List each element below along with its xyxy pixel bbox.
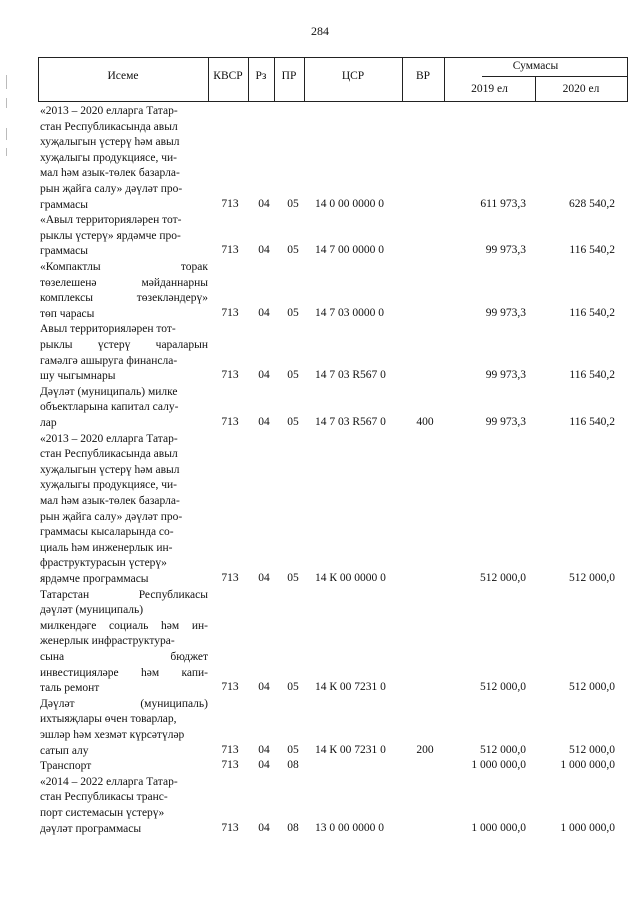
cell-pr: 05: [287, 571, 299, 584]
margin-mark: [6, 75, 7, 89]
cell-s2020: 512 000,0: [569, 571, 615, 584]
cell-pr: 08: [287, 759, 299, 772]
table-row: [0, 260, 640, 322]
cell-kvsr: 713: [221, 821, 239, 834]
cell-pr: 05: [287, 415, 299, 428]
cell-rz: 04: [258, 571, 270, 584]
cell-pr: 08: [287, 821, 299, 834]
cell-pr: 05: [287, 743, 299, 756]
header-2019: 2019 ел: [471, 83, 508, 95]
cell-csr: 14 7 03 R567 0: [315, 415, 386, 428]
cell-csr: 14 7 00 0000 0: [315, 244, 384, 257]
cell-kvsr: 713: [221, 306, 239, 319]
row-name-line: циаль һәм инженерлык ин-: [40, 541, 173, 554]
cell-s2020: 116 540,2: [569, 306, 615, 319]
row-name-line: сатып алу: [40, 744, 89, 757]
row-name-line: төзелешенә мәйданнарны: [40, 276, 208, 289]
cell-kvsr: 713: [221, 681, 239, 694]
cell-csr: 14 К 00 0000 0: [315, 571, 386, 584]
cell-kvsr: 713: [221, 759, 239, 772]
row-name-line: граммасы кысаларында со-: [40, 526, 174, 539]
cell-s2020: 1 000 000,0: [560, 759, 615, 772]
cell-s2019: 99 973,3: [485, 306, 526, 319]
row-name-line: «2013 – 2020 елларга Татар-: [40, 432, 178, 445]
header-sums: Суммасы: [512, 60, 559, 72]
cell-pr: 05: [287, 197, 299, 210]
cell-rz: 04: [258, 306, 270, 319]
cell-kvsr: 713: [221, 369, 239, 382]
cell-s2019: 99 973,3: [485, 244, 526, 257]
cell-csr: 14 К 00 7231 0: [315, 681, 386, 694]
cell-rz: 04: [258, 244, 270, 257]
table-row: [0, 775, 640, 837]
row-name-line: шу чыгымнары: [40, 370, 116, 383]
table-row: [0, 385, 640, 432]
row-name-line: төп чарасы: [40, 307, 95, 320]
cell-pr: 05: [287, 306, 299, 319]
cell-s2019: 512 000,0: [480, 571, 526, 584]
cell-kvsr: 713: [221, 571, 239, 584]
cell-vr: 400: [416, 415, 434, 428]
row-name-line: лар: [40, 416, 57, 429]
row-name-line: Авыл территорияләрен тот-: [40, 323, 176, 336]
row-name-line: сына бюджет: [40, 650, 208, 663]
row-name-line: рыклы үстерү чараларын: [40, 338, 208, 351]
cell-kvsr: 713: [221, 244, 239, 257]
row-name-line: Татарстан Республикасы: [40, 588, 208, 601]
cell-s2020: 116 540,2: [569, 369, 615, 382]
row-name-line: хуҗалыгы продукциясе, чи-: [40, 479, 177, 492]
cell-kvsr: 713: [221, 743, 239, 756]
row-name-line: эшләр һәм хезмәт күрсәтүләр: [40, 728, 185, 741]
cell-s2019: 99 973,3: [485, 415, 526, 428]
row-name-line: дәүләт (муниципаль): [40, 604, 144, 617]
cell-csr: 14 7 03 0000 0: [315, 306, 384, 319]
row-name: [40, 322, 208, 384]
row-name-line: хуҗалыгы продукциясе, чи-: [40, 151, 177, 164]
cell-rz: 04: [258, 743, 270, 756]
cell-s2020: 116 540,2: [569, 415, 615, 428]
table-row: [0, 213, 640, 260]
cell-s2019: 99 973,3: [485, 369, 526, 382]
cell-s2020: 116 540,2: [569, 244, 615, 257]
cell-rz: 04: [258, 821, 270, 834]
table-header: [38, 57, 628, 102]
row-name: [40, 697, 208, 759]
row-name-line: комплексы төзекләндерү»: [40, 292, 208, 305]
row-name-line: Дәүләт (муниципаль) милке: [40, 385, 178, 398]
cell-pr: 05: [287, 244, 299, 257]
row-name-line: ихтыяҗлары өчен товарлар,: [40, 713, 177, 726]
cell-rz: 04: [258, 681, 270, 694]
cell-s2020: 512 000,0: [569, 681, 615, 694]
row-name: [40, 588, 208, 697]
cell-s2019: 512 000,0: [480, 681, 526, 694]
cell-s2020: 512 000,0: [569, 743, 615, 756]
row-name-line: объектларына капитал салу-: [40, 401, 179, 414]
cell-kvsr: 713: [221, 415, 239, 428]
cell-csr: 14 0 00 0000 0: [315, 197, 384, 210]
row-name-line: «Авыл территорияләрен тот-: [40, 214, 182, 227]
header-pr: ПР: [281, 70, 297, 82]
cell-vr: 200: [416, 743, 434, 756]
row-name-line: стан Республикасында авыл: [40, 120, 178, 133]
cell-s2020: 628 540,2: [569, 197, 615, 210]
cell-rz: 04: [258, 197, 270, 210]
row-name: [40, 260, 208, 322]
table-row: [0, 759, 640, 775]
row-name-line: стан Республикасы транс-: [40, 791, 168, 804]
cell-s2019: 512 000,0: [480, 743, 526, 756]
page-number: 284: [311, 24, 329, 38]
row-name-line: рын җайга салу» дәүләт про-: [40, 182, 183, 195]
row-name-line: граммасы: [40, 198, 88, 211]
header-name: Исеме: [107, 70, 139, 82]
cell-csr: 13 0 00 0000 0: [315, 821, 384, 834]
row-name-line: мал һәм азык-төлек базарла-: [40, 494, 180, 507]
row-name-line: мал һәм азык-төлек базарла-: [40, 167, 180, 180]
row-name-line: хуҗалыгын үстерү һәм авыл: [40, 463, 180, 476]
row-name-line: стан Республикасында авыл: [40, 448, 178, 461]
row-name-line: «2013 – 2020 елларга Татар-: [40, 105, 178, 117]
row-name-line: гамәлгә ашыруга финансла-: [40, 354, 178, 367]
table-row: [0, 322, 640, 384]
row-name-line: фраструктурасын үстерү»: [40, 557, 167, 570]
row-name: [40, 104, 208, 213]
row-name-line: Дәүләт (муниципаль): [40, 697, 208, 710]
row-name-line: таль ремонт: [40, 682, 100, 695]
row-name: [40, 759, 208, 775]
row-name: [40, 775, 208, 837]
row-name-line: граммасы: [40, 245, 88, 258]
header-2020: 2020 ел: [562, 83, 600, 95]
row-name-line: «Компактлы торак: [40, 261, 208, 273]
header-rz: Рз: [255, 70, 267, 82]
table-row: [0, 432, 640, 588]
row-name-line: хуҗалыгын үстерү һәм авыл: [40, 136, 180, 149]
header-kvsr: КВСР: [213, 70, 243, 82]
row-name-line: милкендәге социаль һәм ин-: [40, 619, 208, 632]
row-name: [40, 213, 208, 260]
cell-kvsr: 713: [221, 197, 239, 210]
row-name-line: Транспорт: [40, 760, 92, 773]
cell-s2019: 1 000 000,0: [471, 759, 526, 772]
cell-s2020: 1 000 000,0: [560, 821, 615, 834]
table-row: [0, 697, 640, 759]
row-name-line: «2014 – 2022 елларга Татар-: [40, 775, 178, 788]
row-name-line: порт системасын үстерү»: [40, 806, 165, 819]
row-name: [40, 432, 208, 588]
cell-s2019: 611 973,3: [480, 197, 526, 210]
cell-s2019: 1 000 000,0: [471, 821, 526, 834]
row-name: [40, 385, 208, 432]
header-csr: ЦСР: [341, 70, 365, 82]
header-vr: ВР: [415, 70, 431, 82]
cell-pr: 05: [287, 369, 299, 382]
table-row: [0, 588, 640, 697]
row-name-line: рыклы үстерү» ярдәмче про-: [40, 229, 181, 242]
cell-rz: 04: [258, 759, 270, 772]
row-name-line: ярдәмче программасы: [40, 572, 149, 585]
table-row: [0, 104, 640, 213]
row-name-line: рын җайга салу» дәүләт про-: [40, 510, 183, 523]
row-name-line: дәүләт программасы: [40, 822, 142, 835]
cell-pr: 05: [287, 681, 299, 694]
row-name-line: женерлык инфраструктура-: [40, 635, 175, 648]
cell-rz: 04: [258, 369, 270, 382]
cell-csr: 14 7 03 R567 0: [315, 369, 386, 382]
cell-rz: 04: [258, 415, 270, 428]
cell-csr: 14 К 00 7231 0: [315, 743, 386, 756]
row-name-line: инвестицияләре һәм капи-: [40, 666, 208, 679]
